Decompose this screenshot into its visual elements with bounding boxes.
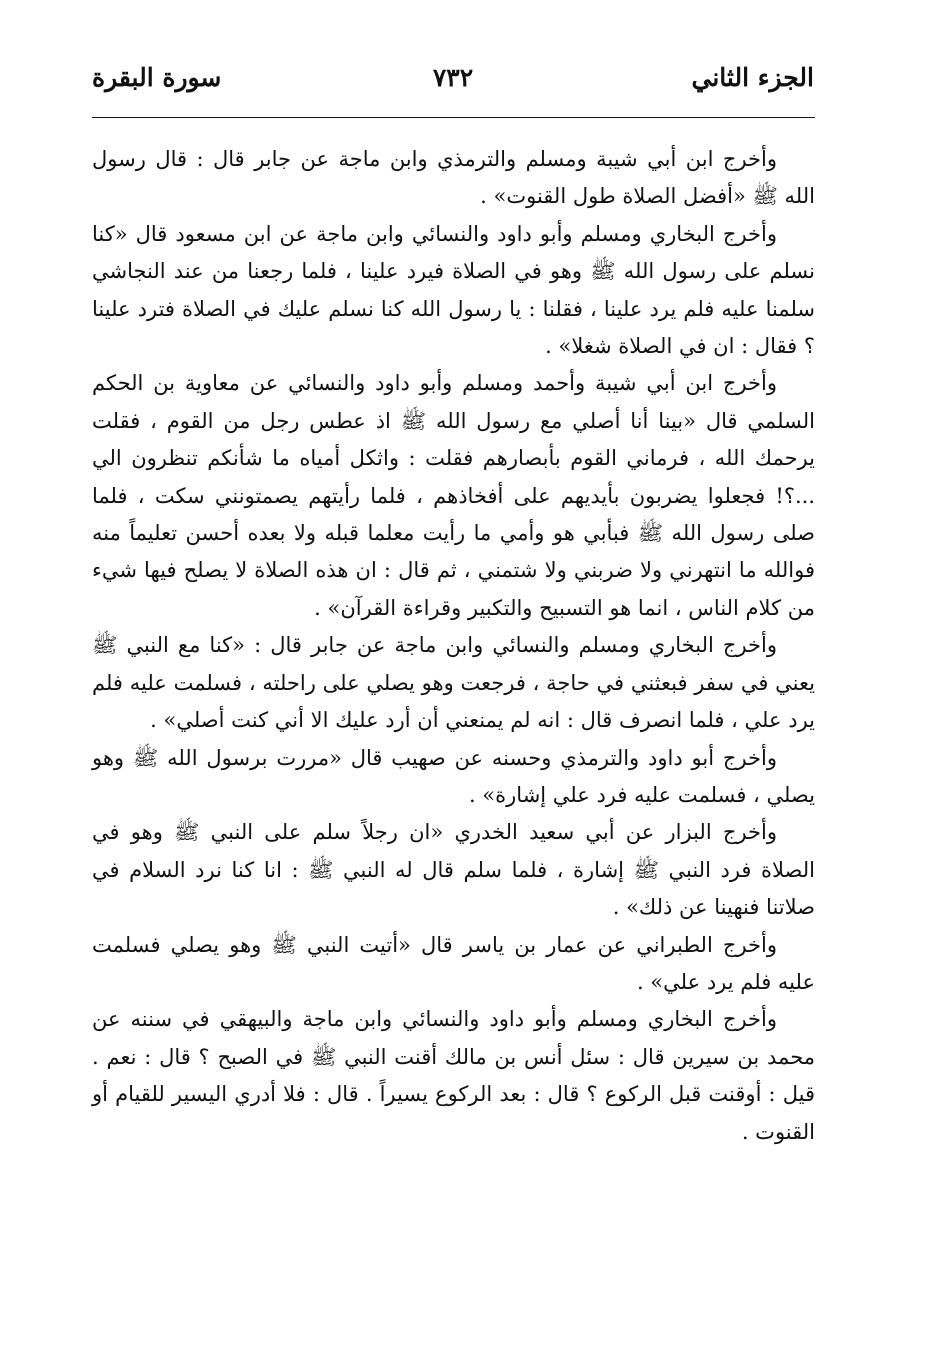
page-number: ٧٣٢: [432, 63, 474, 92]
paragraph: وأخرج الطبراني عن عمار بن ياسر قال «أتيت النبي ﷺ وهو يصلي فسلمت عليه فلم يرد علي» .: [92, 932, 815, 994]
part-title: الجزء الثاني: [691, 63, 814, 92]
paragraph: وأخرج ابن أبي شيبة ومسلم والترمذي وابن ماجة عن جابر قال : قال رسول الله ﷺ «أفضل الصلاة طول القنوت» .: [92, 147, 815, 209]
surah-title: سورة البقرة: [92, 63, 222, 92]
page-header: [92, 58, 814, 102]
paragraph: وأخرج أبو داود والترمذي وحسنه عن صهيب قال «مررت برسول الله ﷺ وهو يصلي ، فسلمت عليه فرد علي إشارة» .: [92, 745, 815, 807]
header-divider: [92, 117, 815, 118]
paragraph: وأخرج البزار عن أبي سعيد الخدري «ان رجلاً سلم على النبي ﷺ وهو في الصلاة فرد النبي ﷺ إشارة ، فلما سلم قال له النبي ﷺ : انا كنا نرد السلام في صلاتنا فنهينا عن ذلك» .: [92, 820, 815, 920]
paragraph: وأخرج البخاري ومسلم والنسائي وابن ماجة عن جابر قال : «كنا مع النبي ﷺ يعني في سفر فبعثني في حاجة ، فرجعت وهو يصلي على راحلته ، فسلمت عليه فلم يرد علي ، فلما انصرف قال : انه لم يمنعني أن أرد عليك الا أني كنت أصلي» .: [92, 633, 815, 733]
paragraph: وأخرج البخاري ومسلم وأبو داود والنسائي وابن ماجة عن ابن مسعود قال «كنا نسلم على رسول الله ﷺ وهو في الصلاة فيرد علينا ، فلما رجعنا من عند النجاشي سلمنا عليه فلم يرد علينا ، فقلنا : يا رسول الله كنا نسلم عليك في الصلاة فترد علينا ؟ فقال : ان في الصلاة شغلا» .: [92, 221, 815, 359]
body-text: [92, 141, 815, 1151]
paragraph: وأخرج البخاري ومسلم وأبو داود والنسائي وابن ماجة والبيهقي في سننه عن محمد بن سيرين قال : سئل أنس بن مالك أقنت النبي ﷺ في الصبح ؟ قال : نعم . قيل : أوقنت قبل الركوع ؟ قال : بعد الركوع يسيراً . قال : فلا أدري اليسير للقيام أو القنوت .: [92, 1007, 815, 1144]
paragraph: وأخرج ابن أبي شيبة وأحمد ومسلم وأبو داود والنسائي عن معاوية بن الحكم السلمي قال «بينا أنا أصلي مع رسول الله ﷺ اذ عطس رجل من القوم ، فقلت يرحمك الله ، فرماني القوم بأبصارهم فقلت : واثكل أمياه ما شأنكم تنظرون الي ...؟! فجعلوا يضربون بأيديهم على أفخاذهم ، فلما رأيتهم يصمتونني سكت ، فلما صلى رسول الله ﷺ فبأبي هو وأمي ما رأيت معلما قبله ولا بعده أحسن تعليماً منه فوالله ما انتهرني ولا ضربني ولا شتمني ، ثم قال : ان هذه الصلاة لا يصلح فيها شيء من كلام الناس ، انما هو التسبيح والتكبير وقراءة القرآن» .: [92, 371, 815, 620]
